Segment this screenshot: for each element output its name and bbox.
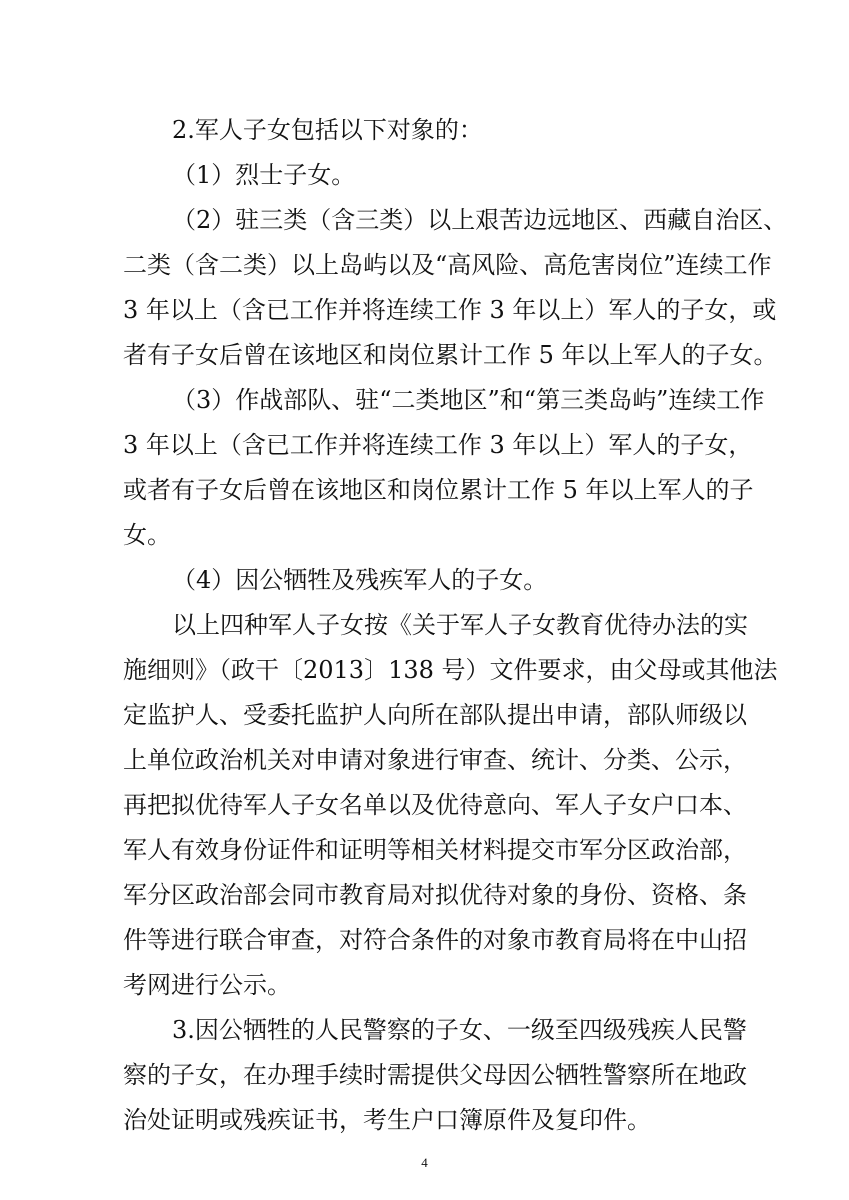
text-line-13: 施细则》（政干〔2013〕138 号）文件要求，由父母或其他法 <box>123 656 778 684</box>
text-line-5: 3 年以上（含已工作并将连续工作 3 年以上）军人的子女，或 <box>123 296 777 324</box>
text-line-21: 3.因公牺牲的人民警察的子女、一级至四级残疾人民警 <box>172 1016 747 1044</box>
text-line-9: 或者有子女后曾在该地区和岗位累计工作 5 年以上军人的子 <box>123 476 754 504</box>
page-number: 4 <box>421 1155 428 1170</box>
text-line-12: 以上四种军人子女按《关于军人子女教育优待办法的实 <box>172 611 748 639</box>
text-line-15: 上单位政治机关对申请对象进行审查、统计、分类、公示， <box>123 746 747 774</box>
text-line-19: 件等进行联合审查，对符合条件的对象市教育局将在中山招 <box>123 926 747 954</box>
text-line-8: 3 年以上（含已工作并将连续工作 3 年以上）军人的子女， <box>123 431 753 459</box>
text-line-11: （4）因公牺牲及残疾军人的子女。 <box>172 566 548 594</box>
text-line-10: 女。 <box>123 521 171 549</box>
text-line-16: 再把拟优待军人子女名单以及优待意向、军人子女户口本、 <box>123 791 747 819</box>
text-line-6: 者有子女后曾在该地区和岗位累计工作 5 年以上军人的子女。 <box>123 341 778 369</box>
text-line-4: 二类（含二类）以上岛屿以及“高风险、高危害岗位”连续工作 <box>123 251 772 279</box>
text-line-18: 军分区政治部会同市教育局对拟优待对象的身份、资格、条 <box>123 881 747 909</box>
text-line-14: 定监护人、受委托监护人向所在部队提出申请，部队师级以 <box>123 701 747 729</box>
text-line-17: 军人有效身份证件和证明等相关材料提交市军分区政治部， <box>123 836 747 864</box>
text-line-3: （2）驻三类（含三类）以上艰苦边远地区、西藏自治区、 <box>172 206 788 234</box>
text-line-2: （1）烈士子女。 <box>172 161 356 189</box>
text-line-1: 2.军人子女包括以下对象的： <box>172 116 483 144</box>
text-line-23: 治处证明或残疾证书，考生户口簿原件及复印件。 <box>123 1106 651 1134</box>
text-line-22: 察的子女，在办理手续时需提供父母因公牺牲警察所在地政 <box>123 1061 747 1089</box>
text-line-20: 考网进行公示。 <box>123 971 291 999</box>
text-line-7: （3）作战部队、驻“二类地区”和“第三类岛屿”连续工作 <box>172 386 765 414</box>
